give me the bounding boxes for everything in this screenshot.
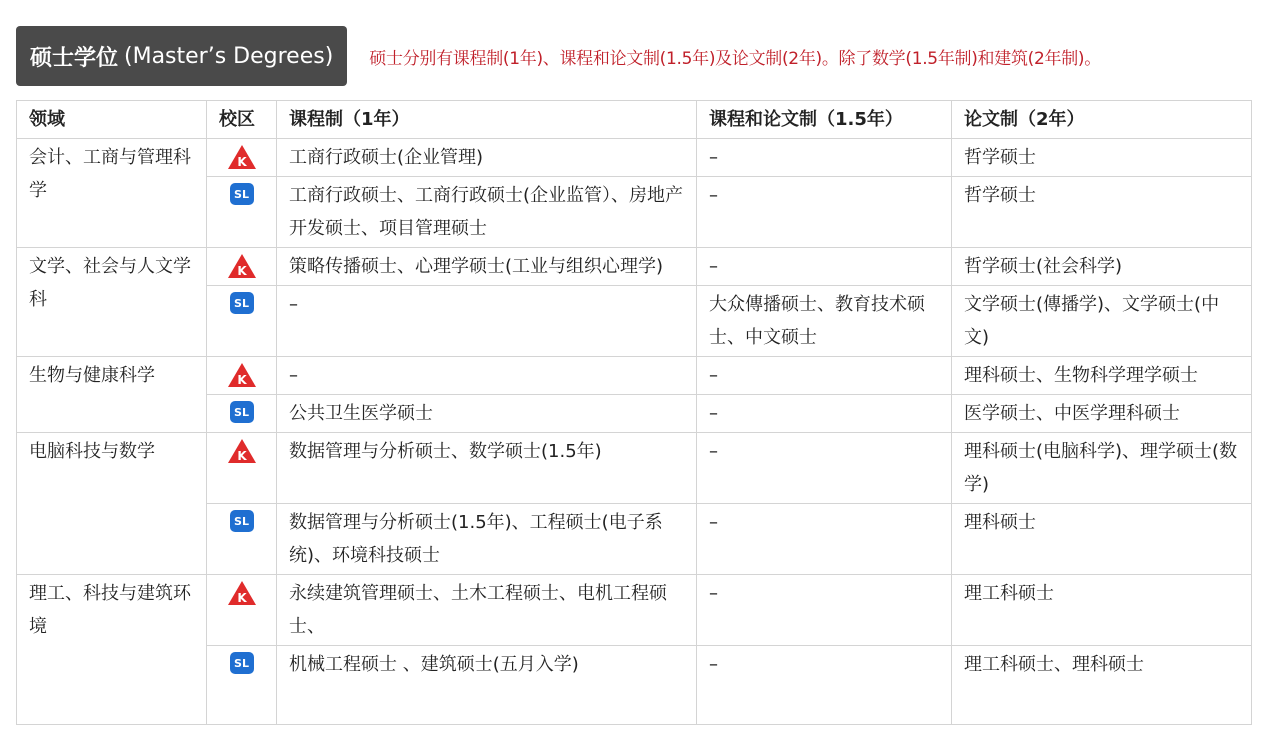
coursework-cell: 工商行政硕士(企业管理) (277, 139, 697, 177)
field-cell: 会计、工商与管理科学 (17, 139, 207, 248)
thesis-cell: 理科硕士、生物科学理学硕士 (952, 357, 1252, 395)
mixed-cell: – (697, 357, 952, 395)
coursework-cell: 策略传播硕士、心理学硕士(工业与组织心理学) (277, 248, 697, 286)
table-row (17, 357, 1252, 395)
thesis-cell: 理工科硕士、理科硕士 (952, 646, 1252, 725)
mixed-cell: – (697, 139, 952, 177)
field-cell: 文学、社会与人文学科 (17, 248, 207, 357)
campus-cell (207, 248, 277, 286)
coursework-cell: 永续建筑管理硕士、土木工程硕士、电机工程硕士、 (277, 575, 697, 646)
mixed-cell: – (697, 646, 952, 725)
header-coursework: 课程制（1年） (277, 101, 697, 139)
coursework-cell: 数据管理与分析硕士、数学硕士(1.5年) (277, 433, 697, 504)
table-row (17, 433, 1252, 504)
section-header (16, 26, 1268, 86)
coursework-cell: – (277, 357, 697, 395)
k-campus-icon (227, 365, 257, 386)
k-badge-label: K (236, 449, 247, 463)
table-row (17, 139, 1252, 177)
title-main: 硕士学位 (30, 45, 119, 71)
sl-campus-icon: SL (230, 183, 254, 205)
coursework-cell: 公共卫生医学硕士 (277, 395, 697, 433)
k-badge-svg (227, 253, 257, 279)
k-badge-label: K (236, 264, 247, 278)
campus-cell (207, 646, 277, 725)
k-campus-icon (227, 441, 257, 462)
table-row (17, 248, 1252, 286)
k-badge-label: K (236, 155, 247, 169)
coursework-cell: 工商行政硕士、工商行政硕士(企业监管）、房地产开发硕士、项目管理硕士 (277, 177, 697, 248)
header-thesis: 论文制（2年） (952, 101, 1252, 139)
field-cell: 理工、科技与建筑环境 (17, 575, 207, 725)
k-badge-svg (227, 438, 257, 464)
title-sub: (Master’s Degrees) (124, 43, 334, 69)
campus-cell (207, 433, 277, 504)
field-cell: 电脑科技与数学 (17, 433, 207, 575)
k-campus-icon (227, 147, 257, 168)
mixed-cell: – (697, 575, 952, 646)
campus-cell (207, 504, 277, 575)
coursework-cell: – (277, 286, 697, 357)
mixed-cell: – (697, 504, 952, 575)
sl-campus-icon: SL (230, 292, 254, 314)
campus-cell (207, 575, 277, 646)
section-title (16, 26, 347, 86)
thesis-cell: 文学硕士(傳播学)、文学硕士(中文) (952, 286, 1252, 357)
sl-campus-icon: SL (230, 510, 254, 532)
table-row (17, 575, 1252, 646)
campus-cell (207, 139, 277, 177)
mixed-cell: – (697, 248, 952, 286)
k-badge-svg (227, 144, 257, 170)
k-campus-icon (227, 256, 257, 277)
thesis-cell: 哲学硕士(社会科学) (952, 248, 1252, 286)
campus-cell (207, 177, 277, 248)
thesis-cell: 哲学硕士 (952, 177, 1252, 248)
thesis-cell: 理科硕士 (952, 504, 1252, 575)
coursework-cell: 数据管理与分析硕士(1.5年)、工程硕士(电子系统)、环境科技硕士 (277, 504, 697, 575)
table-header-row (17, 101, 1252, 139)
mixed-cell: 大众傳播硕士、教育技术硕士、中文硕士 (697, 286, 952, 357)
thesis-cell: 理工科硕士 (952, 575, 1252, 646)
header-field: 领域 (17, 101, 207, 139)
field-cell: 生物与健康科学 (17, 357, 207, 433)
campus-cell (207, 286, 277, 357)
coursework-cell: 机械工程硕士 、建筑硕士(五月入学) (277, 646, 697, 725)
campus-cell (207, 357, 277, 395)
campus-cell (207, 395, 277, 433)
k-badge-svg (227, 362, 257, 388)
k-badge-svg (227, 580, 257, 606)
mixed-cell: – (697, 395, 952, 433)
k-badge-label: K (236, 591, 247, 605)
thesis-cell: 哲学硕士 (952, 139, 1252, 177)
thesis-cell: 医学硕士、中医学理科硕士 (952, 395, 1252, 433)
thesis-cell: 理科硕士(电脑科学)、理学硕士(数学) (952, 433, 1252, 504)
degrees-table (16, 100, 1252, 725)
sl-campus-icon: SL (230, 401, 254, 423)
duration-note: 硕士分别有课程制(1年)、课程和论文制(1.5年)及论文制(2年)。除了数学(1.5年制)和建筑(2年制)。 (369, 48, 1101, 69)
header-campus: 校区 (207, 101, 277, 139)
k-campus-icon (227, 583, 257, 604)
k-badge-label: K (236, 373, 247, 387)
mixed-cell: – (697, 177, 952, 248)
header-mixed: 课程和论文制（1.5年） (697, 101, 952, 139)
sl-campus-icon: SL (230, 652, 254, 674)
mixed-cell: – (697, 433, 952, 504)
